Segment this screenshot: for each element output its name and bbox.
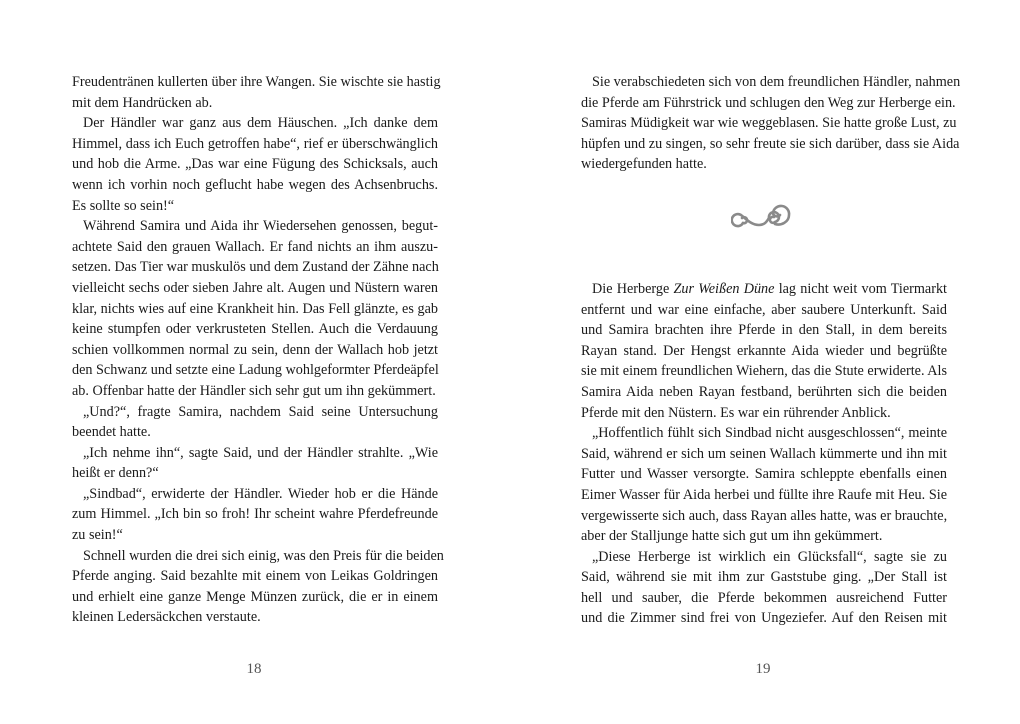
text-line: hüpfen und zu singen, so sehr freute sie sich darüber, dass sie Aida [581, 135, 960, 152]
paragraph [72, 546, 444, 628]
text-line: Sie verabschiedeten sich von dem freundlichen Händler, nahmen [592, 74, 961, 90]
right-page [510, 0, 1020, 724]
text-line: beendet hatte. [72, 424, 151, 441]
inn-name-italic: Zur Weißen Düne [673, 280, 775, 297]
text-line: entfernt und war eine einfache, aber saubere Unterkunft. Said [581, 301, 947, 318]
text-line: Schnell wurden die drei sich einig, was den Preis für die beiden [83, 547, 444, 564]
right-page-text [581, 72, 961, 629]
paragraph [581, 547, 947, 629]
text-line: mit dem Handrücken ab. [72, 94, 213, 111]
text-line: den Schwanz und setzte eine Ladung wohlgeformter Pferdeäpfel [72, 362, 439, 379]
page-number-right: 19 [755, 661, 771, 677]
text-line: Freudentränen kullerten über ihre Wangen. Sie wischte sie hastig [72, 74, 441, 90]
text-line: und die Zimmer sind frei von Ungeziefer. Auf den Reisen mit [581, 610, 947, 627]
text-line: Pferde anging. Said bezahlte mit einem von Leikas Goldringen [72, 568, 438, 585]
text-line: vergewisserte sich auch, dass Rayan alles hatte, was er brauchte, [581, 507, 948, 524]
text-line: Himmel, dass ich Euch getroffen habe“, rief er überschwänglich [72, 135, 438, 152]
text-before-break [581, 72, 961, 175]
text-line: wenn ich vorhin noch geflucht habe wegen des Achsenbruchs. [72, 176, 438, 193]
paragraph [581, 300, 947, 424]
page-number-left: 18 [246, 661, 262, 677]
text-line: Futter und Wasser versorgte. Samira schleppte ebenfalls einen [581, 466, 947, 483]
text-line: Es sollte so sein!“ [72, 197, 175, 214]
paragraph [581, 72, 961, 175]
paragraph [581, 423, 947, 547]
text-line: die Pferde am Führstrick und schlugen den Weg zur Herberge ein. [581, 94, 956, 111]
text-line: und hob die Arme. „Das war eine Fügung des Schicksals, auch [72, 156, 438, 173]
text-line: „Und?“, fragte Samira, nachdem Said seine Untersuchung [83, 403, 438, 420]
text-line: Rayan stand. Der Hengst erkannte Aida wieder und begrüßte [581, 342, 947, 359]
text-line: „Diese Herberge ist wirklich ein Glücksfall“, sagte sie zu [592, 548, 947, 565]
text-line: Said, während er sich um seinen Wallach kümmerte und ihn mit [581, 445, 947, 462]
text-line: aber der Stalljunge hatte sich gut um ihn gekümmert. [581, 528, 883, 545]
text-line: achtete Said den grauen Wallach. Er fand nichts an ihm auszu- [72, 238, 438, 255]
left-page-text [72, 72, 444, 628]
text-line: hell und sauber, die Pferde bekommen ausreichend Futter [581, 589, 947, 606]
text-line: und erhielt eine ganze Menge Münzen zurück, die er in einem [72, 588, 438, 605]
text-line: Samira Aida neben Rayan festband, berührten sich die beiden [581, 383, 947, 400]
text-line: Samiras Müdigkeit war wie weggeblasen. Sie hatte große Lust, zu [581, 115, 957, 132]
text-line: „Hoffentlich fühlt sich Sindbad nicht ausgeschlossen“, meinte [592, 425, 947, 442]
text-line: schien vollkommen normal zu sein, denn der Wallach hob jetzt [72, 341, 438, 358]
text-line: heißt er denn?“ [72, 465, 159, 482]
paragraph [72, 443, 438, 484]
text-line: Eimer Wasser für Aida herbei und füllte ihre Raufe mit Heu. Sie [581, 486, 947, 503]
paragraph [72, 113, 438, 216]
text-line: wiedergefunden hatte. [581, 156, 707, 173]
text-segment: Die Herberge [592, 280, 674, 297]
paragraph [72, 402, 438, 443]
paragraph [72, 484, 438, 546]
text-line: Said, während sie mit ihm zur Gaststube ging. „Der Stall ist [581, 569, 947, 586]
text-line: „Ich nehme ihn“, sagte Said, und der Händler strahlte. „Wie [83, 444, 438, 461]
text-line: sie mit einem freundlichen Wiehern, das die Stute erwiderte. Als [581, 363, 947, 380]
text-line: klar, nichts wies auf eine Krankheit hin. Das Fell glänzte, es gab [72, 300, 438, 317]
text-line: zu sein!“ [72, 527, 123, 544]
paragraph [72, 216, 438, 401]
text-line: kleinen Ledersäckchen verstaute. [72, 609, 261, 626]
text-line: zum Himmel. „Ich bin so froh! Ihr scheint wahre Pferdefreunde [72, 506, 438, 523]
text-segment: lag nicht weit vom Tiermarkt [774, 280, 947, 297]
text-line [581, 279, 947, 300]
paragraph [72, 72, 441, 113]
text-after-break [581, 279, 947, 629]
text-line: keine stumpfen oder verkrusteten Stellen. Auch die Verdauung [72, 321, 438, 338]
text-line: „Sindbad“, erwiderte der Händler. Wieder hob er die Hände [83, 485, 438, 502]
text-line: Während Samira und Aida ihr Wiedersehen genossen, begut- [83, 218, 438, 235]
text-line: ab. Offenbar hatte der Händler sich sehr gut um ihn gekümmert. [72, 382, 436, 399]
text-line: Der Händler war ganz aus dem Häuschen. „Ich danke dem [83, 115, 438, 132]
scroll-ornament-icon [731, 203, 795, 233]
text-line: setzen. Das Tier war muskulös und dem Zustand der Zähne nach [72, 259, 439, 276]
text-line: vielleicht sechs oder sieben Jahre alt. Augen und Nüstern waren [72, 279, 438, 296]
section-break [581, 175, 947, 279]
text-line: Pferde mit den Nüstern. Es war ein rührender Anblick. [581, 404, 891, 421]
text-line: und Samira brachten ihre Pferde in den Stall, in dem bereits [581, 322, 947, 339]
